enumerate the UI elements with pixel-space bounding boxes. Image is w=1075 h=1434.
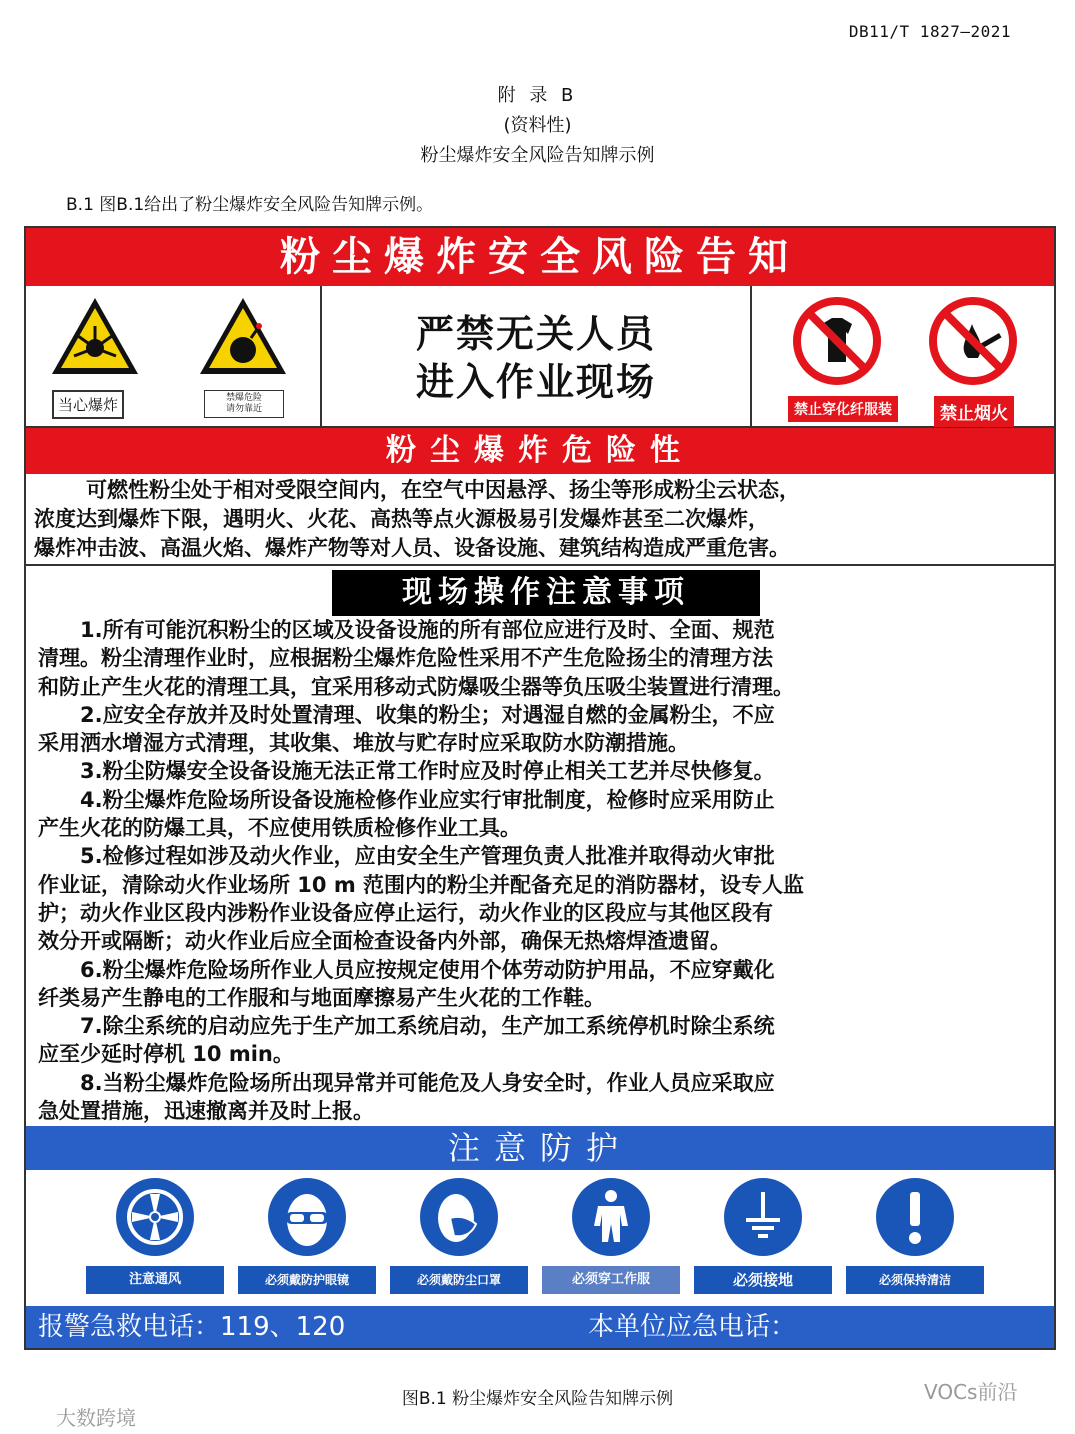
protection-sign-clothes — [536, 1170, 686, 1306]
warning-row — [26, 286, 1054, 428]
operations-line: 8.当粉尘爆炸危险场所出现异常并可能危及人身安全时，作业人员应采取应 — [38, 1070, 775, 1095]
protection-sign-goggles — [232, 1170, 382, 1306]
protection-label: 必须戴防尘口罩 — [390, 1266, 528, 1294]
operations-line: 5.检修过程如涉及动火作业，应由安全生产管理负责人批准并取得动火审批 — [38, 844, 775, 869]
operations-line: 产生火花的防爆工具，不应使用铁质检修作业工具。 — [38, 816, 521, 841]
operations-line: 1.所有可能沉积粉尘的区域及设备设施的所有部位应进行及时、全面、规范 — [38, 618, 775, 642]
goggles-icon — [268, 1178, 346, 1256]
operations-line: 清理。粉尘清理作业时，应根据粉尘爆炸危险性采用不产生危险扬尘的清理方法 — [38, 646, 773, 671]
prohibition-signs — [752, 286, 1054, 426]
explosion-icon — [48, 294, 142, 378]
operations-line: 急处置措施，迅速撤离并及时上报。 — [38, 1099, 374, 1124]
board-title: 粉尘爆炸安全风险告知 — [26, 228, 1054, 286]
prohibition-label-fire: 禁止烟火 — [934, 396, 1014, 427]
operations-line: 6.粉尘爆炸危险场所作业人员应按规定使用个体劳动防护用品，不应穿戴化 — [38, 957, 775, 982]
restriction-notice — [322, 286, 752, 426]
work-clothes-icon — [572, 1178, 650, 1256]
operations-line: 采用洒水增湿方式清理，其收集、堆放与贮存时应采取防水防潮措施。 — [38, 731, 689, 756]
risk-notice-board — [24, 226, 1056, 1350]
protection-label: 必须穿工作服 — [542, 1266, 680, 1294]
operations-line: 3.粉尘防爆安全设备设施无法正常工作时应及时停止相关工艺并尽快修复。 — [38, 759, 775, 784]
protection-label: 必须保持清洁 — [846, 1266, 984, 1294]
watermark-right: VOCs前沿 — [924, 1380, 1018, 1404]
keep-clean-icon — [876, 1178, 954, 1256]
operations-heading: 现场操作注意事项 — [332, 570, 760, 616]
operations-line: 2.应安全存放并及时处置清理、收集的粉尘；对遇湿自燃的金属粉尘，不应 — [38, 702, 775, 727]
appendix-heading — [0, 80, 1075, 170]
dust-mask-icon — [420, 1178, 498, 1256]
warning-label-bomb: 禁爆危险 请勿靠近 — [204, 390, 284, 418]
bomb-icon — [196, 294, 290, 378]
operations-line: 7.除尘系统的启动应先于生产加工系统启动，生产加工系统停机时除尘系统 — [38, 1014, 775, 1039]
warning-label-explosion: 当心爆炸 — [52, 390, 124, 419]
hazard-line: 爆炸冲击波、高温火焰、爆炸产物等对人员、设备设施、建筑结构造成严重危害。 — [34, 536, 790, 560]
hazard-heading: 粉尘爆炸危险性 — [26, 428, 1054, 474]
warning-signs — [26, 286, 322, 426]
watermark-left: 大数跨境 — [56, 1406, 136, 1430]
figure-caption: 图B.1 粉尘爆炸安全风险告知牌示例 — [401, 1389, 674, 1409]
operations-line: 和防止产生火花的清理工具，宜采用移动式防爆吸尘器等负压吸尘装置进行清理。 — [38, 674, 794, 699]
protection-sign-grounding — [688, 1170, 838, 1306]
grounding-icon — [724, 1178, 802, 1256]
protection-sign-mask — [384, 1170, 534, 1306]
emergency-footer — [26, 1306, 1054, 1348]
protection-signs — [26, 1170, 1054, 1306]
operations-line: 纤类易产生静电的工作服和与地面摩擦易产生火花的工作鞋。 — [38, 985, 605, 1010]
unit-emergency-phone: 本单位应急电话： — [588, 1312, 797, 1342]
no-fire-icon — [928, 296, 1018, 386]
intro-text: B.1 图B.1给出了粉尘爆炸安全风险告知牌示例。 — [66, 195, 434, 215]
prohibition-label-clothing: 禁止穿化纤服装 — [788, 396, 898, 422]
operations-line: 护；动火作业区段内涉粉作业设备应停止运行，动火作业的区段应与其他区段有 — [38, 900, 773, 925]
protection-label: 注意通风 — [86, 1266, 224, 1294]
hazard-line: 可燃性粉尘处于相对受限空间内，在空气中因悬浮、扬尘等形成粉尘云状态， — [86, 478, 800, 502]
restriction-line-2: 进入作业现场 — [415, 360, 656, 404]
protection-heading: 注意防护 — [26, 1126, 1054, 1170]
operations-line: 效分开或隔断；动火作业后应全面检查设备内外部，确保无热熔焊渣遗留。 — [38, 929, 731, 954]
protection-label: 必须戴防护眼镜 — [238, 1266, 376, 1294]
hazard-line: 浓度达到爆炸下限，遇明火、火花、高热等点火源极易引发爆炸甚至二次爆炸， — [34, 507, 769, 531]
emergency-phone: 报警急救电话：119、120 — [38, 1312, 346, 1342]
hazard-description — [26, 474, 1054, 566]
operations-list — [38, 616, 1048, 1125]
operations-line: 4.粉尘爆炸危险场所设备设施检修作业应实行审批制度，检修时应采用防止 — [38, 787, 775, 812]
appendix-title: 附 录 B — [497, 85, 578, 106]
appendix-subject: 粉尘爆炸安全风险告知牌示例 — [420, 145, 655, 166]
standard-code: DB11/T 1827—2021 — [848, 22, 1011, 41]
ventilation-icon — [116, 1178, 194, 1256]
operations-line: 应至少延时停机 10 min。 — [38, 1042, 294, 1067]
no-synthetic-clothing-icon — [792, 296, 882, 386]
appendix-type: (资料性) — [503, 115, 572, 136]
protection-sign-ventilation — [80, 1170, 230, 1306]
restriction-line-1: 严禁无关人员 — [415, 312, 656, 356]
operations-line: 作业证，清除动火作业场所 10 m 范围内的粉尘并配备充足的消防器材，设专人监 — [38, 872, 805, 897]
protection-label: 必须接地 — [694, 1266, 832, 1294]
protection-sign-clean — [840, 1170, 990, 1306]
